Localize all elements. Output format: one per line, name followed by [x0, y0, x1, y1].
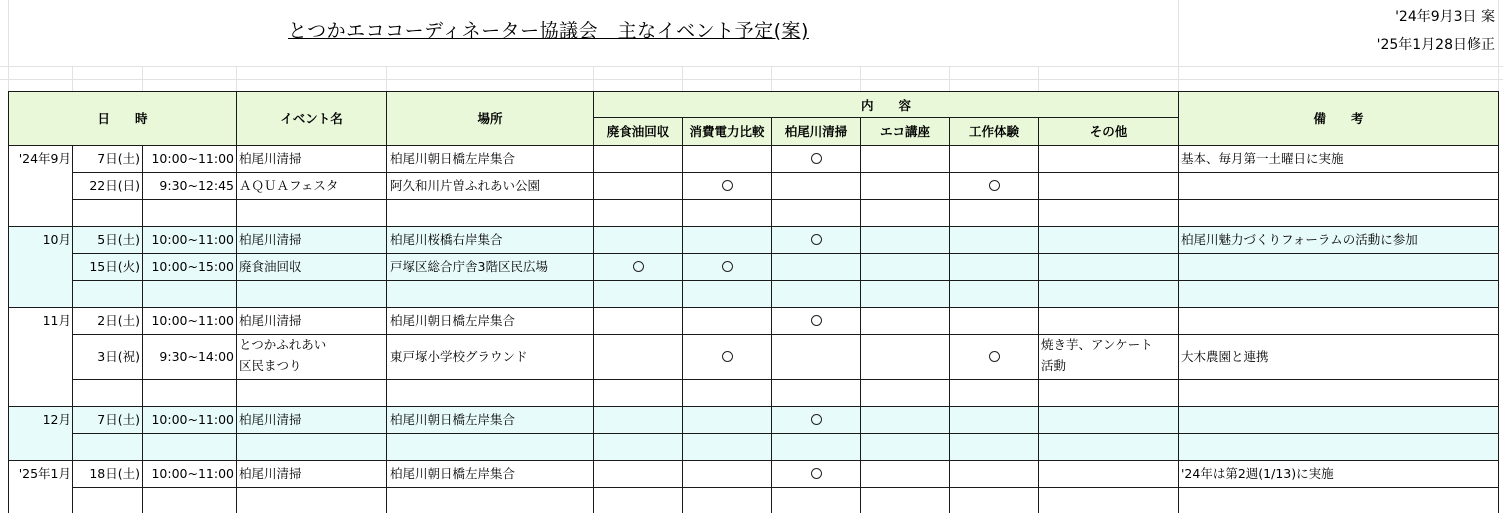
- row-line: [8, 460, 1499, 461]
- row-day: 15日(火): [89, 259, 140, 274]
- row-line: [72, 172, 1499, 173]
- header-power-compare: 消費電力比較: [682, 117, 772, 145]
- header-divider: [593, 117, 1179, 118]
- row-line: [8, 406, 1499, 407]
- header-content: 内 容: [593, 91, 1179, 118]
- row-time: 10:00~11:00: [151, 313, 234, 328]
- header-eco-lecture: エコ講座: [860, 117, 950, 145]
- row-day: 3日(祝): [97, 349, 140, 364]
- revised-date: '25年1月28日修正: [1376, 37, 1495, 53]
- row-line: [72, 199, 1499, 200]
- row-month: 10月: [42, 232, 71, 247]
- row-shade: [8, 433, 1499, 460]
- row-event-name: 柏尾川清掃: [239, 412, 302, 427]
- column-line: [1498, 91, 1499, 513]
- row-other: 焼き芋、アンケート: [1041, 337, 1153, 352]
- row-place: 東戸塚小学校グラウンド: [390, 349, 528, 364]
- header-datetime: 日 時: [8, 91, 237, 145]
- row-day: 22日(日): [89, 178, 140, 193]
- row-note: 大木農園と連携: [1181, 349, 1269, 364]
- row-line: [72, 433, 1499, 434]
- row-event-name: 柏尾川清掃: [239, 466, 302, 481]
- row-line: [72, 253, 1499, 254]
- row-event-name: 柏尾川清掃: [239, 313, 302, 328]
- row-place: 戸塚区総合庁舎3階区民広場: [390, 259, 548, 274]
- row-day: 7日(土): [97, 151, 140, 166]
- row-note: '24年は第2週(1/13)に実施: [1181, 466, 1334, 481]
- circle-mark-icon: [722, 261, 733, 272]
- column-line: [593, 91, 594, 513]
- row-note: 柏尾川魅力づくりフォーラムの活動に参加: [1181, 232, 1418, 247]
- circle-mark-icon: [722, 180, 733, 191]
- row-time: 10:00~11:00: [151, 412, 234, 427]
- column-line: [682, 117, 683, 513]
- circle-mark-icon: [989, 351, 1000, 362]
- row-line: [72, 280, 1499, 281]
- row-event-name: とつかふれあい: [239, 337, 327, 352]
- circle-mark-icon: [811, 234, 822, 245]
- row-time: 9:30~12:45: [159, 178, 234, 193]
- row-place: 柏尾川朝日橋左岸集合: [390, 151, 516, 166]
- row-shade: [8, 280, 1499, 307]
- row-line: [72, 487, 1499, 488]
- column-line: [860, 117, 861, 513]
- row-day: 18日(土): [89, 466, 140, 481]
- row-event-name: 柏尾川清掃: [239, 151, 302, 166]
- header-place: 場所: [386, 91, 594, 145]
- row-time: 10:00~15:00: [151, 259, 234, 274]
- row-day: 2日(土): [97, 313, 140, 328]
- circle-mark-icon: [811, 153, 822, 164]
- header-river-cleanup: 柏尾川清掃: [771, 117, 861, 145]
- row-day: 5日(土): [97, 232, 140, 247]
- circle-mark-icon: [811, 315, 822, 326]
- row-event-name: 廃食油回収: [239, 259, 302, 274]
- row-time: 10:00~11:00: [151, 151, 234, 166]
- column-line: [236, 91, 237, 513]
- row-day: 7日(土): [97, 412, 140, 427]
- header-craft: 工作体験: [949, 117, 1039, 145]
- row-event-name: ＡＱＵＡフェスタ: [239, 178, 339, 193]
- column-line: [386, 91, 387, 513]
- row-time: 10:00~11:00: [151, 232, 234, 247]
- circle-mark-icon: [811, 414, 822, 425]
- row-place: 柏尾川朝日橋左岸集合: [390, 313, 516, 328]
- circle-mark-icon: [633, 261, 644, 272]
- row-month: '24年9月: [18, 151, 71, 166]
- row-month: 11月: [42, 313, 71, 328]
- row-place: 柏尾川朝日橋左岸集合: [390, 466, 516, 481]
- header-bottom-line: [8, 145, 1499, 146]
- column-line: [1038, 117, 1039, 513]
- row-event-name-line2: 区民まつり: [239, 358, 302, 373]
- circle-mark-icon: [811, 468, 822, 479]
- circle-mark-icon: [989, 180, 1000, 191]
- row-other-line2: 活動: [1041, 358, 1067, 373]
- sheet-gridlines: [0, 0, 1503, 92]
- header-event: イベント名: [236, 91, 387, 145]
- table-border-top: [8, 91, 1499, 92]
- row-line: [8, 226, 1499, 227]
- header-oil-collection: 廃食油回収: [593, 117, 683, 145]
- row-note: 基本、毎月第一土曜日に実施: [1181, 151, 1344, 166]
- document-title: とつかエココーディネーター協議会 主なイベント予定(案): [288, 20, 809, 42]
- circle-mark-icon: [722, 351, 733, 362]
- row-line: [8, 307, 1499, 308]
- row-line: [72, 379, 1499, 380]
- row-place: 柏尾川桜橋右岸集合: [390, 232, 503, 247]
- row-time: 10:00~11:00: [151, 466, 234, 481]
- row-place: 柏尾川朝日橋左岸集合: [390, 412, 516, 427]
- column-line: [142, 145, 143, 513]
- row-month: '25年1月: [18, 466, 71, 481]
- header-other: その他: [1038, 117, 1179, 145]
- row-month: 12月: [42, 412, 71, 427]
- column-line: [949, 117, 950, 513]
- column-line: [72, 145, 73, 513]
- row-line: [72, 334, 1499, 335]
- row-event-name: 柏尾川清掃: [239, 232, 302, 247]
- row-time: 9:30~14:00: [159, 349, 234, 364]
- column-line: [1178, 91, 1179, 513]
- column-line: [771, 117, 772, 513]
- created-date: '24年9月3日 案: [1395, 9, 1495, 25]
- row-place: 阿久和川片曽ふれあい公園: [390, 178, 541, 193]
- header-notes: 備 考: [1178, 91, 1499, 145]
